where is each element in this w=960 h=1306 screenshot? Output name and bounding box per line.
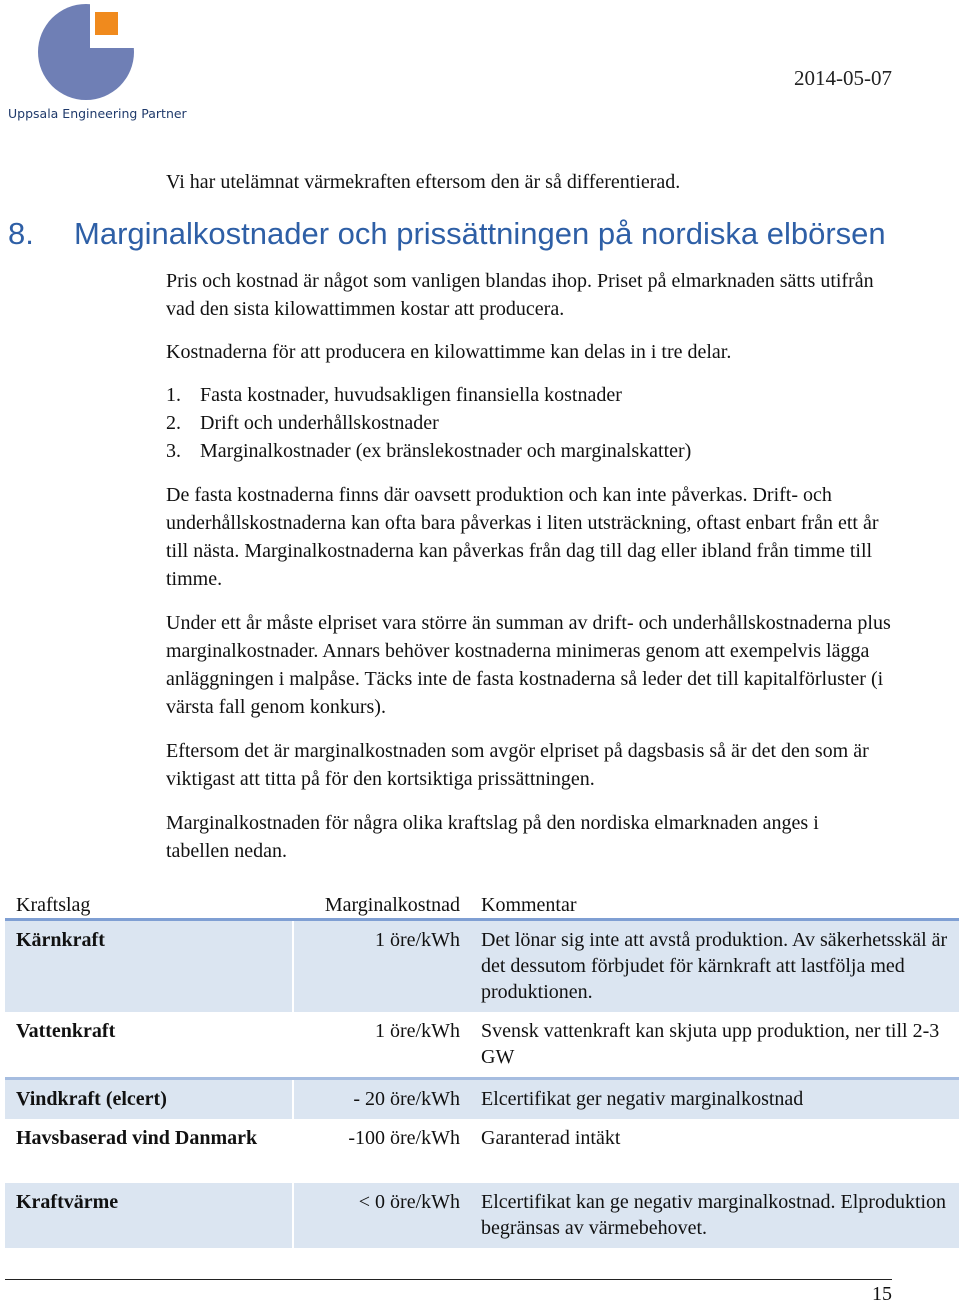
cell-kind: Vindkraft (elcert)	[5, 1079, 293, 1120]
intro-paragraph: Vi har utelämnat värmekraften eftersom den är så differentierad.	[166, 171, 681, 193]
cell-kind: Havsbaserad vind Danmark	[16, 1127, 258, 1149]
table-header-row	[5, 890, 959, 920]
header-kraftslag: Kraftslag	[5, 890, 293, 920]
paragraph-daily-price: Eftersom det är marginalkostnaden som avgör elpriset på dagsbasis så är det den som är viktigast att titta på för den kortsiktiga prissättningen.	[166, 740, 869, 790]
paragraph-table-intro: Marginalkostnaden för några olika kraftslag på den nordiska elmarknaden anges i tabellen nedan.	[166, 812, 819, 862]
marginal-cost-table	[5, 890, 959, 1248]
cell-cost: -100 öre/kWh	[348, 1127, 460, 1149]
section-title: Marginalkostnader och prissättningen på nordiska elbörsen	[74, 216, 886, 251]
header-kommentar: Kommentar	[470, 890, 959, 920]
paragraph-price-cost: Pris och kostnad är något som vanligen blandas ihop. Priset på elmarknaden sätts utifrån vad den sista kilowattimmen kostar att producera.	[166, 270, 874, 320]
cell-cost: 1 öre/kWh	[293, 1012, 470, 1079]
paragraph-cost-parts: Kostnaderna för att producera en kilowattimme kan delas in i tre delar.	[166, 341, 732, 363]
cell-cost: < 0 öre/kWh	[293, 1183, 470, 1248]
table-row	[5, 1079, 959, 1120]
list-item: 1. Fasta kostnader, huvudsakligen finansiella kostnader	[166, 384, 622, 406]
table-row	[5, 1012, 959, 1079]
table-row	[5, 1119, 959, 1183]
cell-comment: Elcertifikat kan ge negativ marginalkostnad. Elproduktion begränsas av värmebehovet.	[470, 1183, 959, 1248]
cell-comment: Elcertifikat ger negativ marginalkostnad	[470, 1079, 959, 1120]
header-date: 2014-05-07	[794, 66, 892, 90]
paragraph-fixed-costs: De fasta kostnaderna finns där oavsett produktion och kan inte påverkas. Drift- och underhållskostnaderna kan ofta bara påverkas i liten utsträckning, oftast enbart från ett år till nästa. Marginalkostnaderna kan påverkas från dag till dag eller ibland från timme till timme.	[166, 484, 879, 590]
cell-comment: Det lönar sig inte att avstå produktion. Av säkerhetsskäl är det dessutom förbjudet för kärnkraft att lastfölja med produktionen.	[470, 920, 959, 1013]
list-item: 3. Marginalkostnader (ex bränslekostnader och marginalskatter)	[166, 440, 692, 462]
logo-mark-icon	[34, 0, 138, 104]
header-marginalkostnad: Marginalkostnad	[293, 890, 470, 920]
cell-kind: Vattenkraft	[5, 1012, 293, 1079]
paragraph-yearly-price: Under ett år måste elpriset vara större än summan av drift- och underhållskostnaderna plus marginalkostnader. Annars behöver kostnaderna minimeras genom att exempelvis lägga anläggningen i malpåse. Täcks inte de fasta kostnaderna så leder det till kapitalförluster (i värsta fall genom konkurs).	[166, 612, 891, 718]
cell-comment: Svensk vattenkraft kan skjuta upp produktion, ner till 2-3 GW	[470, 1012, 959, 1079]
cell-kind: Kraftvärme	[5, 1183, 293, 1248]
footer-divider	[5, 1279, 892, 1280]
section-number: 8.	[8, 216, 34, 251]
cell-cost: 1 öre/kWh	[293, 920, 470, 1013]
section-heading	[8, 216, 886, 252]
company-logo	[6, 0, 187, 126]
cost-list	[166, 381, 691, 465]
table-row	[5, 1183, 959, 1248]
cell-comment: Garanterad intäkt	[481, 1127, 621, 1149]
cell-kind: Kärnkraft	[5, 920, 293, 1013]
cell-cost: - 20 öre/kWh	[293, 1079, 470, 1120]
list-item: 2. Drift och underhållskostnader	[166, 412, 439, 434]
page-number: 15	[872, 1283, 892, 1305]
table-row	[5, 920, 959, 1013]
logo-text: Uppsala Engineering Partner	[8, 106, 187, 121]
